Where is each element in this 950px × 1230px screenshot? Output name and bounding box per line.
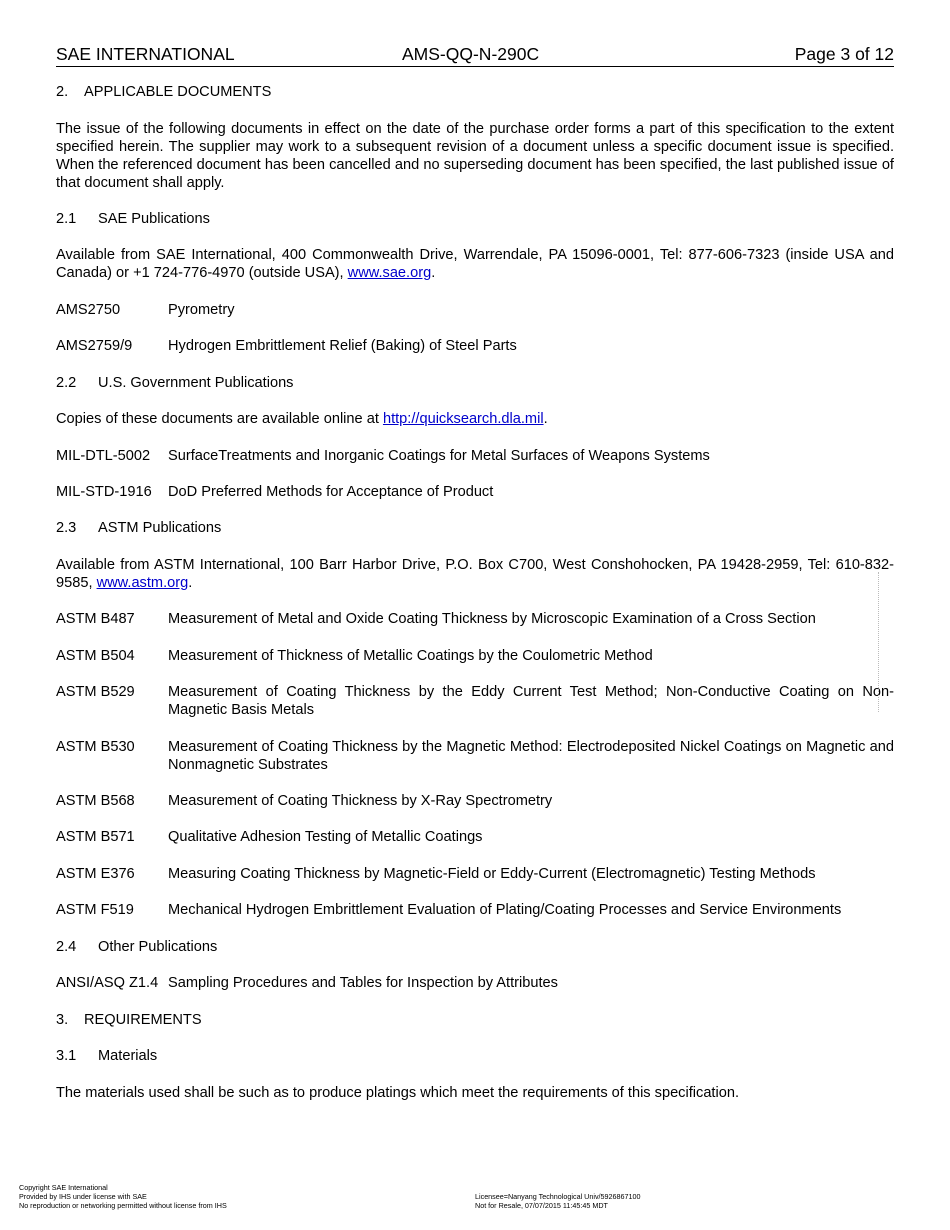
section-2-2-heading bbox=[56, 374, 894, 392]
reference-code: MIL-DTL-5002 bbox=[56, 448, 151, 464]
reference-code: ASTM B504 bbox=[56, 648, 135, 664]
reference-title: Measurement of Metal and Oxide Coating Thickness by Microscopic Examination of a Cross Section bbox=[168, 611, 816, 627]
reference-code: ASTM F519 bbox=[56, 902, 134, 918]
reference-title: Pyrometry bbox=[168, 302, 235, 318]
footer-copyright bbox=[19, 1183, 227, 1210]
reference-item bbox=[56, 974, 894, 992]
footer-line: Provided by IHS under license with SAE bbox=[19, 1192, 147, 1201]
reference-item bbox=[56, 865, 894, 883]
footer-line: Licensee=Nanyang Technological Univ/5926867100 bbox=[475, 1192, 641, 1201]
reference-title: SurfaceTreatments and Inorganic Coatings for Metal Surfaces of Weapons Systems bbox=[168, 448, 710, 464]
section-title: U.S. Government Publications bbox=[98, 375, 294, 391]
reference-code: ANSI/ASQ Z1.4 bbox=[56, 975, 159, 991]
reference-code: AMS2750 bbox=[56, 302, 121, 318]
section-number: 3.1 bbox=[56, 1048, 77, 1064]
astm-website-link[interactable]: www.astm.org bbox=[96, 575, 189, 591]
reference-code: ASTM B529 bbox=[56, 684, 135, 700]
reference-title: Mechanical Hydrogen Embrittlement Evaluation of Plating/Coating Processes and Service Environments bbox=[168, 902, 842, 918]
reference-title: Qualitative Adhesion Testing of Metallic Coatings bbox=[168, 829, 483, 845]
reference-item bbox=[56, 647, 894, 665]
reference-item bbox=[56, 828, 894, 846]
section-2-3-heading bbox=[56, 519, 894, 537]
reference-item bbox=[56, 738, 894, 774]
reference-code: MIL-STD-1916 bbox=[56, 484, 152, 500]
availability-text: Available from ASTM International, 100 Barr Harbor Drive, P.O. Box C700, West Conshohocken, PA 19428-2959, Tel: 610-832-9585, bbox=[56, 557, 894, 591]
reference-title: Sampling Procedures and Tables for Inspection by Attributes bbox=[168, 975, 558, 991]
reference-item bbox=[56, 483, 894, 501]
reference-item bbox=[56, 301, 894, 319]
header-page-number: Page 3 of 12 bbox=[794, 44, 894, 64]
punctuation: . bbox=[543, 411, 548, 427]
section-number: 2.3 bbox=[56, 520, 77, 536]
astm-availability bbox=[56, 556, 894, 592]
reference-title: DoD Preferred Methods for Acceptance of Product bbox=[168, 484, 494, 500]
gov-availability bbox=[56, 410, 894, 428]
section-title: REQUIREMENTS bbox=[84, 1012, 202, 1028]
section-2-4-heading bbox=[56, 938, 894, 956]
section-number: 2.1 bbox=[56, 211, 77, 227]
page-header bbox=[56, 44, 894, 67]
reference-title: Measurement of Coating Thickness by the Eddy Current Test Method; Non-Conductive Coating on Non-Magnetic Basis Metals bbox=[168, 684, 894, 718]
reference-title: Measurement of Coating Thickness by the Magnetic Method: Electrodeposited Nickel Coatings on Magnetic and Nonmagnetic Substrates bbox=[168, 739, 894, 773]
reference-item bbox=[56, 683, 894, 719]
punctuation: . bbox=[431, 265, 436, 281]
reference-code: ASTM B571 bbox=[56, 829, 135, 845]
section-2-intro: The issue of the following documents in effect on the date of the purchase order forms a part of this specification to the extent specified herein. The supplier may work to a subsequent revision of a document unless a specific document issue is specified. When the referenced document has been cancelled and no superseding document has been specified, the last published issue of that document shall apply. bbox=[56, 121, 894, 191]
section-2-1-heading bbox=[56, 210, 894, 228]
section-3-heading bbox=[56, 1011, 894, 1029]
quicksearch-link[interactable]: http://quicksearch.dla.mil bbox=[382, 411, 544, 427]
section-2-heading bbox=[56, 83, 894, 101]
reference-code: ASTM E376 bbox=[56, 866, 135, 882]
footer-line: No reproduction or networking permitted without license from IHS bbox=[19, 1201, 227, 1210]
section-title: ASTM Publications bbox=[98, 520, 222, 536]
header-org: SAE INTERNATIONAL bbox=[56, 44, 235, 64]
reference-code: ASTM B568 bbox=[56, 793, 135, 809]
section-title: APPLICABLE DOCUMENTS bbox=[84, 84, 272, 100]
header-doc-id: AMS-QQ-N-290C bbox=[402, 44, 540, 64]
section-number: 2.2 bbox=[56, 375, 77, 391]
section-title: Materials bbox=[98, 1048, 158, 1064]
reference-title: Measurement of Thickness of Metallic Coatings by the Coulometric Method bbox=[168, 648, 653, 664]
section-number: 3. bbox=[56, 1012, 69, 1028]
availability-text: Copies of these documents are available online at bbox=[56, 411, 383, 427]
reference-item bbox=[56, 447, 894, 465]
section-number: 2. bbox=[56, 84, 69, 100]
footer-line: Copyright SAE International bbox=[19, 1183, 108, 1192]
section-title: SAE Publications bbox=[98, 211, 210, 227]
reference-title: Measurement of Coating Thickness by X-Ray Spectrometry bbox=[168, 793, 553, 809]
materials-text: The materials used shall be such as to produce platings which meet the requirements of this specification. bbox=[56, 1085, 740, 1101]
reference-item bbox=[56, 901, 894, 919]
section-3-1-heading bbox=[56, 1047, 894, 1065]
reference-item bbox=[56, 610, 894, 628]
punctuation: . bbox=[188, 575, 193, 591]
availability-text: Available from SAE International, 400 Commonwealth Drive, Warrendale, PA 15096-0001, Tel: 877-606-7323 (inside USA and Canada) or +1 724-776-4970 (outside USA), bbox=[56, 247, 894, 281]
reference-title: Hydrogen Embrittlement Relief (Baking) of Steel Parts bbox=[168, 338, 517, 354]
reference-code: AMS2759/9 bbox=[56, 338, 133, 354]
reference-item bbox=[56, 337, 894, 355]
footer-license bbox=[475, 1192, 641, 1210]
reference-code: ASTM B530 bbox=[56, 739, 135, 755]
footer-line: Not for Resale, 07/07/2015 11:45:45 MDT bbox=[475, 1201, 608, 1210]
reference-item bbox=[56, 792, 894, 810]
reference-code: ASTM B487 bbox=[56, 611, 135, 627]
reference-title: Measuring Coating Thickness by Magnetic-Field or Eddy-Current (Electromagnetic) Testing Methods bbox=[168, 866, 816, 882]
section-number: 2.4 bbox=[56, 939, 77, 955]
sae-website-link[interactable]: www.sae.org bbox=[347, 265, 432, 281]
sae-availability bbox=[56, 246, 894, 282]
section-title: Other Publications bbox=[98, 939, 218, 955]
margin-dotted-line bbox=[878, 572, 881, 712]
